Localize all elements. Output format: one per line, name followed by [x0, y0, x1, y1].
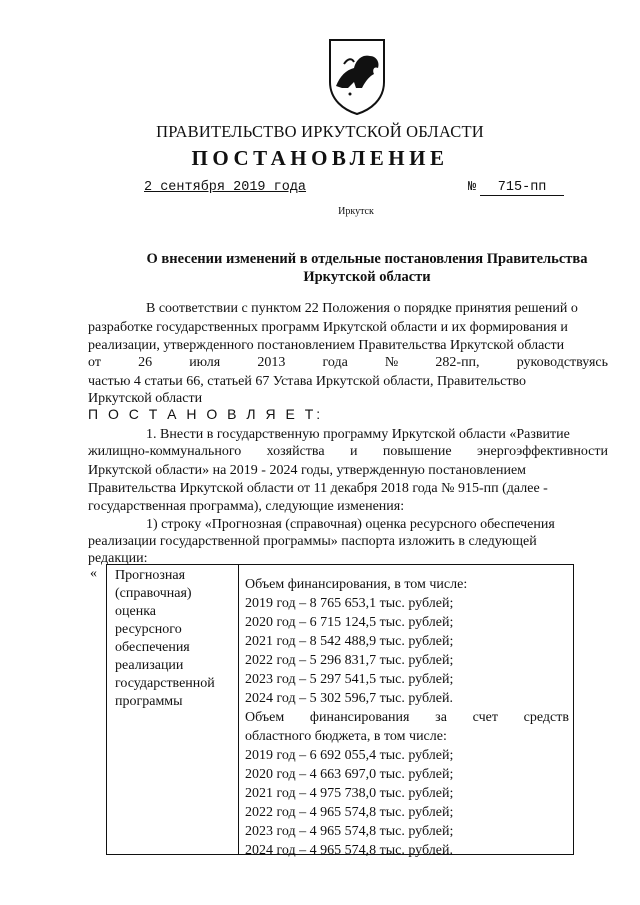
word: №: [384, 355, 399, 370]
word: 26: [138, 355, 153, 370]
postanovlyaet-heading: П О С Т А Н О В Л Я Е Т:: [88, 406, 324, 422]
word: Объем: [245, 710, 285, 725]
document-date: 2 сентября 2019 года: [144, 180, 307, 195]
organization-name: ПРАВИТЕЛЬСТВО ИРКУТСКОЙ ОБЛАСТИ: [156, 122, 484, 141]
left-cell-line: программы: [115, 694, 183, 709]
left-cell-line: государственной: [115, 676, 215, 691]
funding-year-row: 2020 год – 6 715 124,5 тыс. рублей;: [245, 615, 454, 630]
word: за: [435, 710, 447, 725]
table-right-cell: [239, 565, 573, 858]
word: руководствуясь: [516, 355, 608, 370]
word: жилищно-коммунального: [88, 444, 242, 459]
funding-year-row: 2019 год – 8 765 653,1 тыс. рублей;: [245, 596, 454, 611]
title-line: Иркутской области: [303, 269, 431, 285]
item1-line: 1. Внести в государственную программу Иркутской области «Развитие: [146, 427, 570, 442]
preamble-line: разработке государственных программ Иркутской области и их формирования и: [88, 320, 568, 335]
item1-line: государственная программа), следующие изменения:: [88, 499, 405, 514]
document-title: [132, 250, 602, 286]
preamble-line: Иркутской области: [88, 391, 203, 406]
document-type: ПОСТАНОВЛЕНИЕ: [191, 146, 449, 170]
word: счет: [472, 710, 498, 725]
left-cell-line: Прогнозная: [115, 568, 186, 583]
regional-intro-line: [245, 708, 569, 727]
word: и: [349, 444, 358, 459]
number-sign: №: [468, 180, 477, 195]
word: хозяйства: [266, 444, 325, 459]
item1-1-line: редакции:: [88, 551, 148, 566]
regional-year-row: 2019 год – 6 692 055,4 тыс. рублей;: [245, 748, 454, 763]
funding-year-row: 2021 год – 8 542 488,9 тыс. рублей;: [245, 634, 454, 649]
regional-year-row: 2023 год – 4 965 574,8 тыс. рублей;: [245, 824, 454, 839]
regional-year-row: 2022 год – 4 965 574,8 тыс. рублей;: [245, 805, 454, 820]
preamble-line: В соответствии с пунктом 22 Положения о порядке принятия решений о: [146, 301, 578, 316]
left-cell-line: (справочная): [115, 586, 192, 601]
city: Иркутск: [338, 206, 374, 217]
item1-1-line: 1) строку «Прогнозная (справочная) оценка ресурсного обеспечения: [146, 517, 555, 532]
word: от: [88, 355, 101, 370]
title-line: О внесении изменений в отдельные постановления Правительства: [146, 251, 588, 267]
coat-of-arms-icon: [326, 36, 388, 116]
preamble-line: частью 4 статьи 66, статьей 67 Устава Иркутской области, Правительство: [88, 374, 527, 389]
funding-year-row: 2023 год – 5 297 541,5 тыс. рублей;: [245, 672, 454, 687]
left-cell-line: реализации: [115, 658, 184, 673]
item1-line: [88, 444, 608, 460]
preamble-line: реализации, утвержденного постановлением Правительства Иркутской области: [88, 338, 565, 353]
word: 2013: [257, 355, 286, 370]
word: июля: [189, 355, 221, 370]
funding-year-row: 2022 год – 5 296 831,7 тыс. рублей;: [245, 653, 454, 668]
regional-year-row: 2020 год – 4 663 697,0 тыс. рублей;: [245, 767, 454, 782]
item1-1-line: реализации государственной программы» паспорта изложить в следующей: [88, 534, 537, 549]
word: 282-пп,: [435, 355, 480, 370]
regional-year-row: 2021 год – 4 975 738,0 тыс. рублей;: [245, 786, 454, 801]
item1-line: Иркутской области» на 2019 - 2024 годы, утвержденную постановлением: [88, 463, 527, 478]
word: повышение: [382, 444, 452, 459]
number-value: 715-пп: [480, 181, 564, 196]
regional-year-row: 2024 год – 4 965 574,8 тыс. рублей.: [245, 843, 453, 858]
table-left-cell: [107, 565, 239, 854]
word: энергоэффективности: [477, 444, 608, 459]
preamble-line: [88, 355, 608, 371]
regional-intro-line: областного бюджета, в том числе:: [245, 729, 447, 744]
left-cell-line: оценка: [115, 604, 157, 619]
word: года: [322, 355, 348, 370]
funding-intro: Объем финансирования, в том числе:: [245, 577, 468, 592]
left-cell-line: ресурсного: [115, 622, 182, 637]
word: средств: [523, 710, 569, 725]
left-cell-line: обеспечения: [115, 640, 190, 655]
funding-year-row: 2024 год – 5 302 596,7 тыс. рублей.: [245, 691, 453, 706]
item1-line: Правительства Иркутской области от 11 декабря 2018 года № 915-пп (далее -: [88, 481, 548, 496]
word: финансирования: [309, 710, 410, 725]
passport-table: [106, 564, 574, 858]
opening-quote: «: [90, 566, 97, 581]
document-number: [468, 180, 564, 196]
